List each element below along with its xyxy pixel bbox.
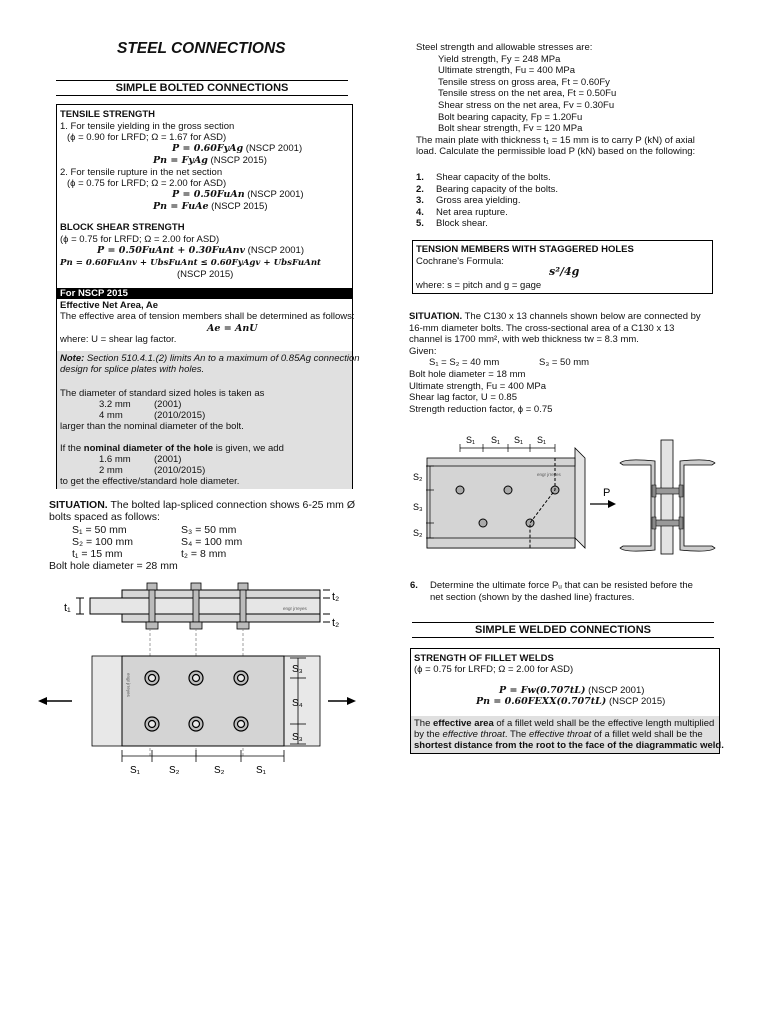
effective-area-note: The effective area of a fillet weld shall be the effective length multiplied by the effective throat. The effective throat of a fillet weld shall be the shortest distance from the root to the face of the diagrammatic weld. bbox=[411, 716, 719, 753]
s1-label: S₁ bbox=[514, 435, 524, 445]
page-title: STEEL CONNECTIONS bbox=[117, 40, 286, 57]
list-item: 4. Net area rupture. bbox=[416, 206, 508, 218]
text: 4 mm bbox=[99, 410, 123, 421]
text: (ϕ = 0.75 for LRFD; Ω = 2.00 for ASD) bbox=[60, 234, 220, 245]
list-number: 6. bbox=[410, 580, 418, 591]
formula: Pn = FuAe bbox=[153, 201, 209, 212]
notes-panel bbox=[57, 351, 360, 489]
text: Strength reduction factor, ϕ = 0.75 bbox=[409, 403, 553, 415]
formula: P = 0.60FyAg bbox=[172, 143, 244, 154]
formula: P = 0.50FuAn bbox=[172, 189, 245, 200]
s2-label-left: S₂ bbox=[169, 765, 180, 776]
text: The main plate with thickness t₁ = 15 mm is to carry P (kN) of axial bbox=[416, 134, 695, 146]
text: where: s = pitch and g = gage bbox=[416, 280, 542, 291]
text: t₂ = 8 mm bbox=[181, 548, 227, 560]
text: Bolt shear strength, Fv = 120 MPa bbox=[438, 123, 583, 135]
s4-label: S₄ bbox=[292, 698, 303, 709]
staggered-holes-box bbox=[412, 240, 713, 294]
text: bolts spaced as follows: bbox=[49, 511, 160, 523]
p-label: P bbox=[603, 487, 611, 499]
formula-note: (NSCP 2001) bbox=[247, 189, 304, 200]
text: is given, we add bbox=[213, 443, 284, 454]
text: (ϕ = 0.75 for LRFD; Ω = 2.00 for ASD) bbox=[414, 664, 574, 675]
text: Steel strength and allowable stresses are: bbox=[416, 42, 593, 53]
text: Ultimate strength, Fu = 400 MPa bbox=[409, 380, 547, 392]
text: Bolt hole diameter = 18 mm bbox=[409, 368, 526, 380]
formula: P = 0.50FuAnt + 0.30FuAnv bbox=[97, 245, 246, 256]
s2-label-top: S₂ bbox=[413, 472, 423, 482]
situation-2 bbox=[409, 311, 701, 415]
t2-label-bottom: t₂ bbox=[332, 617, 340, 629]
effective-net-area-title: Effective Net Area, Ae bbox=[60, 300, 159, 311]
text: S₄ = 100 mm bbox=[181, 536, 243, 548]
text: 16-mm diameter bolts. The cross-sectional area of a C130 x 13 bbox=[409, 322, 675, 334]
s1-label: S₁ bbox=[491, 435, 501, 445]
formula-note: (NSCP 2001) bbox=[588, 685, 645, 696]
s1-label-right: S₁ bbox=[256, 765, 267, 776]
lap-splice-figure bbox=[30, 578, 360, 778]
fillet-weld-box bbox=[410, 648, 724, 754]
text: S₃ = 50 mm bbox=[181, 524, 237, 536]
formula-note: (NSCP 2015) bbox=[177, 269, 234, 280]
situation-label: SITUATION. bbox=[409, 311, 463, 322]
block-shear-title: BLOCK SHEAR STRENGTH bbox=[60, 222, 185, 233]
text: Determine the ultimate force Pᵤ that can be resisted before the bbox=[430, 580, 693, 591]
box-title: TENSION MEMBERS WITH STAGGERED HOLES bbox=[416, 244, 634, 255]
text: Ultimate strength, Fu = 400 MPa bbox=[438, 65, 576, 77]
text: Shear lag factor, U = 0.85 bbox=[409, 392, 517, 404]
list-item: 5. Block shear. bbox=[416, 218, 488, 230]
note-label: Note: bbox=[60, 353, 85, 364]
text: S₂ = 100 mm bbox=[72, 536, 133, 548]
text: channel is 1700 mm², with web thickness tw = 8.3 mm. bbox=[409, 334, 639, 346]
formula-note: (NSCP 2001) bbox=[247, 245, 304, 256]
text: (2010/2015) bbox=[154, 465, 206, 476]
text: (2001) bbox=[154, 399, 182, 410]
text: Bolt bearing capacity, Fp = 1.20Fu bbox=[438, 111, 583, 123]
text: where: U = shear lag factor. bbox=[60, 334, 177, 345]
text: 1.6 mm bbox=[99, 454, 131, 465]
text: (ϕ = 0.75 for LRFD; Ω = 2.00 for ASD) bbox=[67, 178, 227, 189]
text: larger than the nominal diameter of the bolt. bbox=[60, 421, 244, 432]
s2-label-right: S₂ bbox=[214, 765, 225, 776]
s3-label-bottom: S₃ bbox=[292, 732, 303, 743]
section-header-bolted: SIMPLE BOLTED CONNECTIONS bbox=[56, 80, 348, 96]
question-6 bbox=[410, 580, 693, 603]
text: Tensile stress on the net area, Ft = 0.50Fu bbox=[438, 88, 617, 100]
text: 1. For tensile yielding in the gross section bbox=[60, 121, 235, 132]
formula-note: (NSCP 2015) bbox=[608, 696, 666, 707]
s1-label-left: S₁ bbox=[130, 765, 141, 776]
text: Section 510.4.1.(2) limits An to a maximum of 0.85Ag connection bbox=[86, 353, 360, 364]
situation-label: SITUATION. bbox=[49, 499, 108, 511]
t2-label-top: t₂ bbox=[332, 591, 340, 603]
text: Given: bbox=[409, 345, 437, 357]
list-item: 3. Gross area yielding. bbox=[416, 195, 521, 207]
text: Shear stress on the net area, Fv = 0.30Fu bbox=[438, 99, 615, 111]
text: load. Calculate the permissible load P (kN) based on the following: bbox=[416, 146, 696, 158]
formula-note: (NSCP 2015) bbox=[210, 155, 267, 166]
text: (2010/2015) bbox=[154, 410, 206, 421]
watermark-stamp: engr jrreyes bbox=[283, 606, 307, 611]
formula: Pn = 0.60FuAnv + UbsFuAnt ≤ 0.60FyAgv + UbsFuAnt bbox=[60, 258, 322, 268]
formula: P = Fw(0.707tL) bbox=[499, 685, 586, 696]
formula-note: (NSCP 2001) bbox=[245, 143, 303, 154]
text: S₃ = 50 mm bbox=[539, 357, 590, 369]
watermark-stamp: engr jrreyes bbox=[537, 472, 561, 477]
text: nominal diameter of the hole bbox=[83, 443, 214, 454]
channel-connection-figure bbox=[405, 428, 723, 563]
watermark-stamp: engr jrreyes bbox=[126, 673, 131, 697]
text: (2001) bbox=[154, 454, 182, 465]
s3-label: S₃ bbox=[413, 502, 423, 512]
text: (ϕ = 0.90 for LRFD; Ω = 1.67 for ASD) bbox=[67, 132, 227, 143]
text: The C130 x 13 channels shown below are connected by bbox=[464, 311, 701, 322]
section-header-welded: SIMPLE WELDED CONNECTIONS bbox=[412, 622, 714, 638]
text: Tensile stress on gross area, Ft = 0.60Fy bbox=[438, 76, 610, 88]
bolted-box bbox=[56, 104, 360, 489]
nscp-2015-bar: For NSCP 2015 bbox=[57, 288, 352, 299]
t1-label: t₁ bbox=[64, 602, 71, 614]
text: design for splice plates with holes. bbox=[60, 364, 205, 375]
text: t₁ = 15 mm bbox=[72, 548, 123, 560]
text: The bolted lap-spliced connection shows 6-25 mm Ø bbox=[110, 499, 356, 511]
text: Yield strength, Fy = 248 MPa bbox=[438, 53, 561, 65]
text: If the bbox=[60, 443, 84, 454]
text: S₁ = S₂ = 40 mm bbox=[429, 357, 500, 369]
s2-label-bottom: S₂ bbox=[413, 528, 423, 538]
text: The diameter of standard sized holes is taken as bbox=[60, 388, 265, 399]
list-item: 1. Shear capacity of the bolts. bbox=[416, 172, 551, 183]
formula-note: (NSCP 2015) bbox=[211, 201, 268, 212]
text: net section (shown by the dashed line) fractures. bbox=[430, 591, 635, 603]
text: 2. For tensile rupture in the net section bbox=[60, 167, 223, 178]
text: 2 mm bbox=[99, 465, 123, 476]
s1-label: S₁ bbox=[537, 435, 547, 445]
text: to get the effective/standard hole diameter. bbox=[60, 476, 240, 487]
s1-label: S₁ bbox=[466, 435, 476, 445]
formula: Pn = 0.60FEXX(0.707tL) bbox=[476, 696, 607, 707]
s3-label-top: S₃ bbox=[292, 664, 303, 675]
list-item: 2. Bearing capacity of the bolts. bbox=[416, 183, 558, 195]
tensile-strength-title: TENSILE STRENGTH bbox=[60, 109, 156, 120]
question-list bbox=[416, 172, 558, 230]
text: The effective area of tension members shall be determined as follows: bbox=[60, 311, 355, 322]
formula: Ae = AnU bbox=[207, 323, 258, 334]
text: S₁ = 50 mm bbox=[72, 524, 127, 536]
splice-plate-plan bbox=[122, 656, 284, 746]
text: 3.2 mm bbox=[99, 399, 131, 410]
formula: Pn = FyAg bbox=[153, 155, 208, 166]
cochrane-formula: s²/4g bbox=[549, 265, 580, 278]
text: Bolt hole diameter = 28 mm bbox=[49, 560, 178, 572]
text: Cochrane's Formula: bbox=[416, 256, 504, 267]
channel-section-view bbox=[620, 440, 715, 554]
box-title: STRENGTH OF FILLET WELDS bbox=[414, 653, 554, 664]
